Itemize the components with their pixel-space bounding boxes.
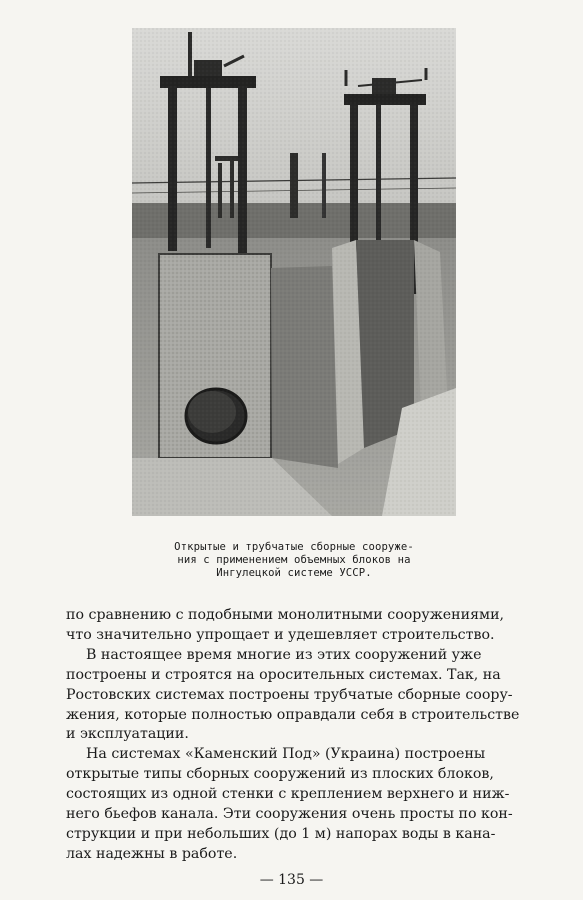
caption-line: Ингулецкой системе УССР. (216, 567, 372, 579)
text-line: жения, которые полностью оправдали себя в строительстве (66, 706, 520, 723)
text-line: и эксплуатации. (66, 726, 189, 743)
text-line: Ростовских системах построены трубчатые сборные соору- (66, 686, 513, 703)
text-line: состоящих из одной стенки с креплением верхнего и ниж- (66, 786, 510, 803)
sluice-gates-photo (132, 28, 456, 516)
text-line: струкции и при небольших (до 1 м) напорах воды в кана- (66, 825, 496, 842)
text-line: что значительно упрощает и удешевляет строительство. (66, 626, 495, 643)
text-line: него бьефов канала. Эти сооружения очень просты по кон- (66, 806, 513, 823)
caption-line: ния с применением объемных блоков на (177, 554, 411, 566)
text-line: На системах «Каменский Под» (Украина) построены (86, 746, 486, 763)
text-line: по сравнению с подобными монолитными сооружениями, (66, 607, 505, 623)
figure-caption (120, 541, 468, 580)
text-line: открытые типы сборных сооружений из плоских блоков, (66, 766, 494, 783)
page-number: — 135 — (259, 872, 324, 888)
body-text (66, 606, 534, 865)
text-line: лах надежны в работе. (66, 845, 238, 862)
caption-line: Открытые и трубчатые сборные сооруже- (174, 541, 414, 553)
figure-photo (132, 28, 456, 516)
text-line: В настоящее время многие из этих сооружений уже (86, 646, 482, 663)
text-line: построены и строятся на оросительных системах. Так, на (66, 666, 501, 683)
